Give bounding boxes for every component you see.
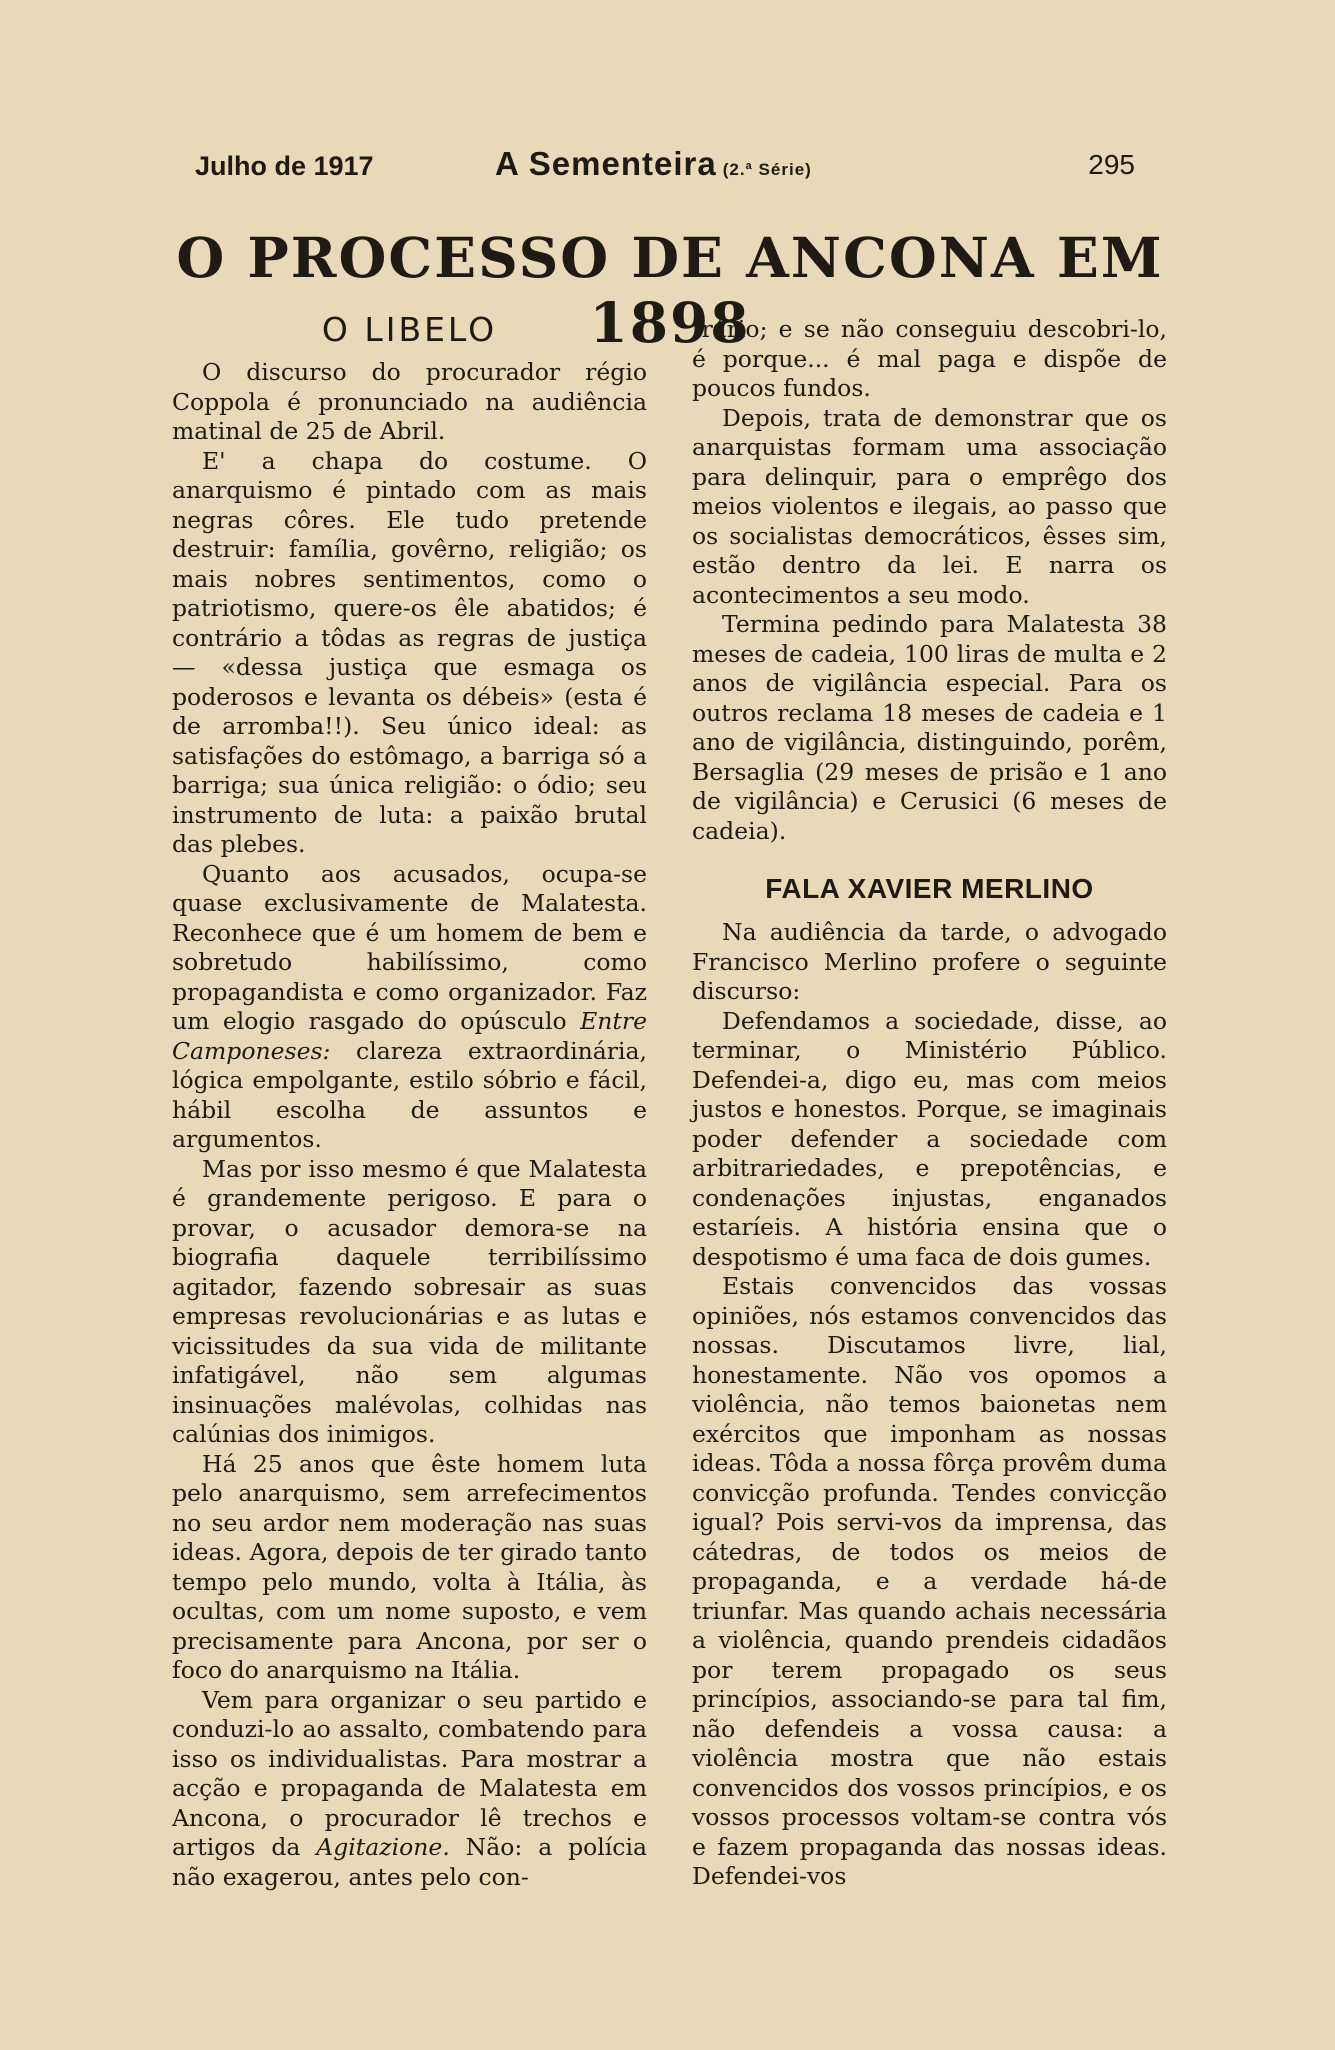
page-number: 295 — [1088, 149, 1135, 180]
paragraph: Estais convencidos das vossas opiniões, nós estamos convencidos das nossas. Discutamos livre, lial, honestamente. Não vos opomos a violência, não temos baionetas nem exércitos que imponham as nossas ideas. Tôda a nossa fôrça provêm duma convicção profunda. Tendes convicção igual? Pois servi-vos da imprensa, das cátedras, de todos os meios de propaganda, e a verdade há-de triunfar. Mas quando achais necessária a violência, quando prendeis cidadãos por terem propagado os seus princípios, associando-se para tal fim, não defendeis a vossa causa: a violência mostra que não estais convencidos dos vossos princípios, e os vossos processos voltam-se contra vós e fazem propaganda das nossas ideas. Defendei-vos — [692, 1272, 1167, 1890]
article-title: O PROCESSO DE ANCONA EM 1898 — [176, 225, 1164, 355]
paragraph: Mas por isso mesmo é que Malatesta é grandemente perigoso. E para o provar, o acusador demora-se na biografia daquele terribilíssimo agitador, fazendo sobresair as suas empresas revolucionárias e as lutas e vicissitudes da sua vida de militante infatigável, não sem algumas insinuações malévolas, colhidas nas calúnias dos inimigos. — [172, 1154, 647, 1448]
paragraph — [172, 860, 647, 1155]
italic-title: Entre Camponeses: — [172, 1007, 647, 1065]
paragraph: Há 25 anos que êste homem luta pelo anarquismo, sem arrefecimentos no seu ardor nem moderação nas suas ideas. Agora, depois de ter girado tanto tempo pelo mundo, volta à Itália, às ocultas, com um nome suposto, e vem precisamente para Ancona, por ser o foco do anarquismo na Itália. — [172, 1449, 647, 1684]
right-column — [692, 315, 1167, 1892]
paragraph: Depois, trata de demonstrar que os anarquistas formam uma associação para delinquir, para o emprêgo dos meios violentos e ilegais, ao passo que os socialistas democráticos, êsses sim, estão dentro da lei. E narra os acontecimentos a seu modo. — [692, 403, 1167, 609]
section-title: FALA XAVIER MERLINO — [765, 873, 1094, 904]
section-subtitle: O LIBELO — [321, 310, 498, 349]
running-header — [195, 145, 1135, 185]
header-date: Julho de 1917 — [195, 151, 374, 181]
paragraph: Defendamos a sociedade, disse, ao terminar, o Ministério Público. Defendei-a, digo eu, mas com meios justos e honestos. Porque, se imaginais poder defender a sociedade com arbitrariedades, e prepotências, e condenações injustas, enganados estaríeis. A história ensina que o despotismo é uma faca de dois gumes. — [692, 1006, 1167, 1271]
paragraph: O discurso do procurador régio Coppola é pronunciado na audiência matinal de 25 de Abril. — [172, 358, 647, 445]
left-column — [172, 310, 647, 1892]
header-journal-title — [495, 145, 812, 183]
italic-title: Agitazione. — [316, 1833, 450, 1861]
text-run: Quanto aos acusados, ocupa-se quase exclusivamente de Malatesta. Reconhece que é um homem de bem e sobretudo habilíssimo, como propagandista e como organizador. Faz um elogio rasgado do opúsculo — [172, 859, 647, 1035]
paragraph: Na audiência da tarde, o advogado Francisco Merlino profere o seguinte discurso: — [692, 918, 1167, 1005]
paragraph: E' a chapa do costume. O anarquismo é pintado com as mais negras côres. Ele tudo pretende destruir: família, govêrno, religião; os mais nobres sentimentos, como o patriotismo, quere-os êle abatidos; é contrário a tôdas as regras de justiça — «dessa justiça que esmaga os poderosos e levanta os débeis» (esta é de arromba!!). Seu único ideal: as satisfações do estômago, a barriga só a barriga; sua única religião: o ódio; seu instrumento de luta: a paixão brutal das plebes. — [172, 446, 647, 858]
text-run: Vem para organizar o seu partido e conduzi-lo ao assalto, combatendo para isso os individualistas. Para mostrar a acção e propaganda de Malatesta em Ancona, o procurador lê trechos e artigos da — [172, 1685, 647, 1861]
header-series: (2.ª Série) — [722, 160, 812, 179]
text-run: clareza extraordinária, lógica empolgante, estilo sóbrio e fácil, hábil escolha de assuntos e argumentos. — [172, 1036, 647, 1153]
journal-name: A Sementeira — [495, 145, 717, 182]
paragraph: trário; e se não conseguiu descobri-lo, é porque... é mal paga e dispõe de poucos fundos. — [692, 315, 1167, 402]
paragraph — [172, 1686, 647, 1893]
text-run: Não: a polícia não exagerou, antes pelo con- — [172, 1833, 647, 1891]
paragraph: Termina pedindo para Malatesta 38 meses de cadeia, 100 liras de multa e 2 anos de vigilância especial. Para os outros reclama 18 meses de cadeia e 1 ano de vigilância, distinguindo, porêm, Bersaglia (29 meses de prisão e 1 ano de vigilância) e Cerusici (6 meses de cadeia). — [692, 610, 1167, 845]
